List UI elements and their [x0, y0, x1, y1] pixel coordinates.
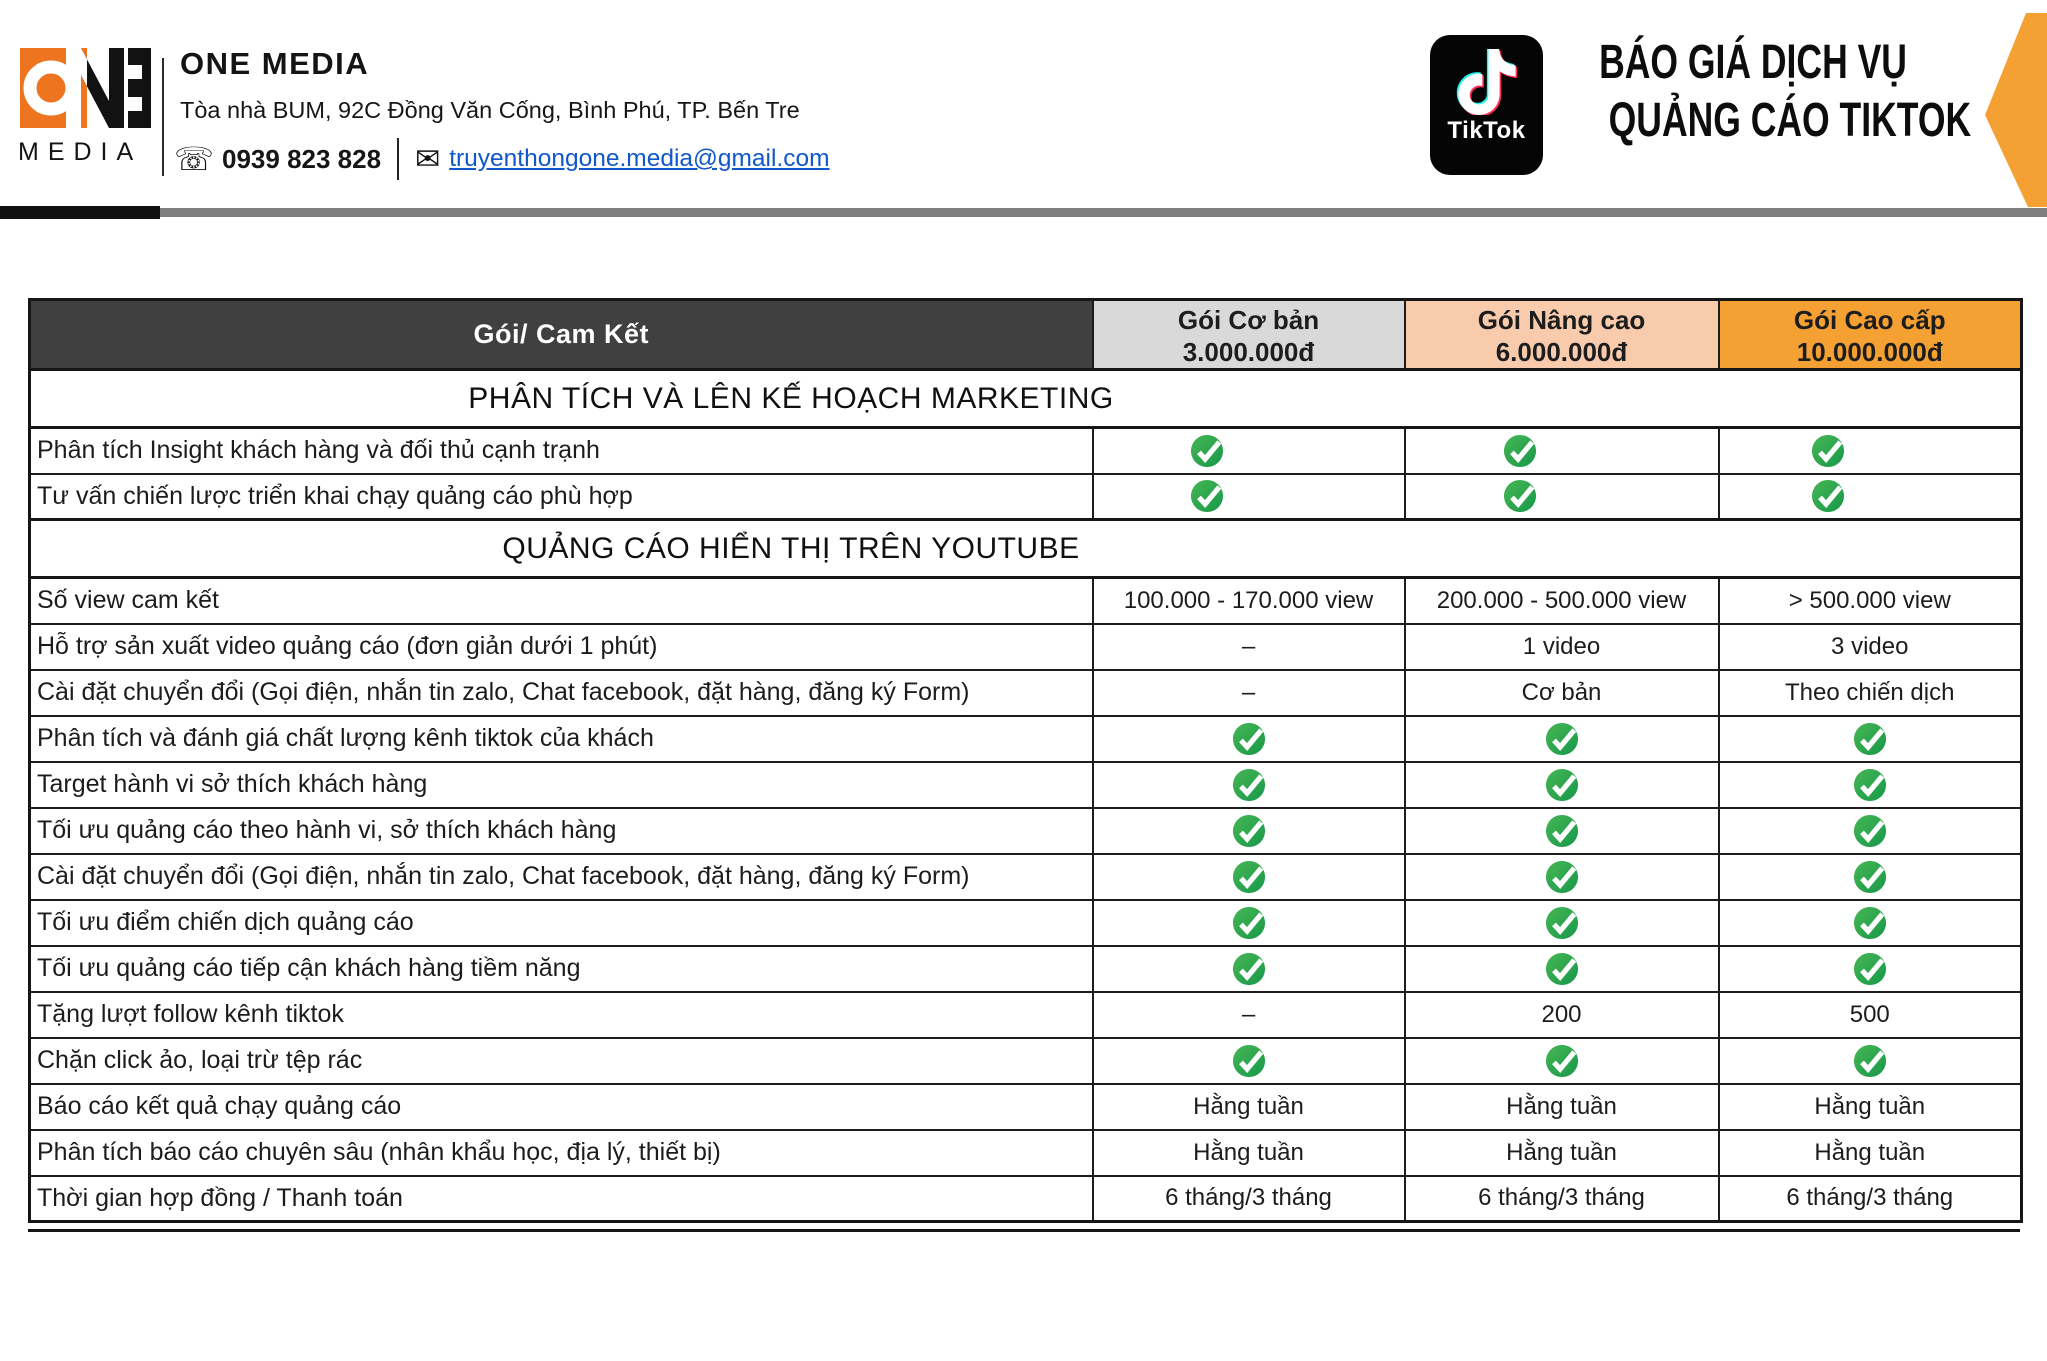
package-header-basic: [1093, 300, 1405, 370]
value-cell: Hằng tuần: [1719, 1130, 2022, 1176]
value-cell: [1719, 762, 2022, 808]
table-row: [30, 716, 2022, 762]
header-rule-gray: [160, 208, 2047, 217]
value-cell: [1405, 854, 1719, 900]
value-cell: [1405, 900, 1719, 946]
feature-label: Tối ưu quảng cáo tiếp cận khách hàng tiềm năng: [30, 946, 1093, 992]
table-bottom-rule: [28, 1229, 2020, 1232]
check-icon: [1232, 952, 1266, 986]
value-cell: Hằng tuần: [1405, 1084, 1719, 1130]
package-header-advanced: [1405, 300, 1719, 370]
title-line-2: QUẢNG CÁO TIKTOK: [1608, 94, 1972, 147]
value-cell: Cơ bản: [1405, 670, 1719, 716]
check-icon: [1232, 814, 1266, 848]
table-row: [30, 578, 2022, 624]
value-cell: [1093, 854, 1405, 900]
table-row: [30, 624, 2022, 670]
value-cell: [1093, 428, 1405, 474]
package-name: Gói Cao cấp: [1793, 304, 1946, 335]
package-price: 6.000.000đ: [1495, 336, 1628, 367]
phone-number: 0939 823 828: [222, 143, 382, 174]
envelope-icon: ✉: [415, 142, 441, 176]
value-cell: 500: [1719, 992, 2022, 1038]
check-icon: [1811, 479, 1845, 513]
check-icon: [1232, 1044, 1266, 1078]
email-link[interactable]: truyenthongone.media@gmail.com: [449, 145, 830, 172]
tiktok-wordmark: TikTok: [1447, 117, 1526, 144]
logo-media-word: MEDIA: [18, 138, 143, 166]
company-name: ONE MEDIA: [180, 46, 370, 81]
one-media-logo: [20, 44, 155, 136]
feature-label: Phân tích Insight khách hàng và đối thủ cạnh trạnh: [30, 428, 1093, 474]
section-row: [30, 370, 2022, 428]
value-cell: [1719, 854, 2022, 900]
table-row: [30, 808, 2022, 854]
check-icon: [1545, 952, 1579, 986]
value-cell: –: [1093, 670, 1405, 716]
check-icon: [1545, 906, 1579, 940]
value-cell: [1093, 762, 1405, 808]
check-icon: [1503, 479, 1537, 513]
value-cell: [1719, 474, 2022, 520]
package-name: Gói Cơ bản: [1177, 304, 1320, 335]
check-icon: [1545, 1044, 1579, 1078]
value-cell: 3 video: [1719, 624, 2022, 670]
value-cell: Hằng tuần: [1719, 1084, 2022, 1130]
package-header-premium: [1719, 300, 2022, 370]
feature-label: Cài đặt chuyển đổi (Gọi điện, nhắn tin zalo, Chat facebook, đặt hàng, đăng ký Form): [30, 670, 1093, 716]
check-icon: [1853, 814, 1887, 848]
check-icon: [1853, 1044, 1887, 1078]
value-cell: [1405, 946, 1719, 992]
feature-label: Thời gian hợp đồng / Thanh toán: [30, 1176, 1093, 1222]
value-cell: [1093, 808, 1405, 854]
table-row: [30, 900, 2022, 946]
table-row: [30, 1130, 2022, 1176]
table-row: [30, 428, 2022, 474]
feature-label: Hỗ trợ sản xuất video quảng cáo (đơn giản dưới 1 phút): [30, 624, 1093, 670]
feature-label: Số view cam kết: [30, 578, 1093, 624]
value-cell: [1719, 808, 2022, 854]
check-icon: [1190, 479, 1224, 513]
check-icon: [1545, 814, 1579, 848]
contact-row: [174, 136, 830, 182]
table-row: [30, 670, 2022, 716]
value-cell: [1093, 716, 1405, 762]
value-cell: 100.000 - 170.000 view: [1093, 578, 1405, 624]
check-icon: [1190, 434, 1224, 468]
title-line-1: BÁO GIÁ DỊCH VỤ: [1599, 36, 1907, 89]
value-cell: [1093, 474, 1405, 520]
value-cell: [1093, 946, 1405, 992]
value-cell: [1405, 474, 1719, 520]
feature-label: Tư vấn chiến lược triển khai chạy quảng cáo phù hợp: [30, 474, 1093, 520]
check-icon: [1853, 722, 1887, 756]
value-cell: Hằng tuần: [1093, 1084, 1405, 1130]
check-icon: [1811, 434, 1845, 468]
feature-label: Phân tích báo cáo chuyên sâu (nhân khẩu học, địa lý, thiết bị): [30, 1130, 1093, 1176]
check-icon: [1853, 768, 1887, 802]
table-row: [30, 1176, 2022, 1222]
feature-label: Tặng lượt follow kênh tiktok: [30, 992, 1093, 1038]
value-cell: [1405, 762, 1719, 808]
corner-header-cell: Gói/ Cam Kết: [30, 300, 1093, 370]
package-name: Gói Nâng cao: [1477, 304, 1646, 335]
value-cell: 6 tháng/3 tháng: [1719, 1176, 2022, 1222]
pricing-table-body: [30, 370, 2022, 1222]
table-row: [30, 992, 2022, 1038]
package-price: 10.000.000đ: [1796, 336, 1943, 367]
value-cell: 200: [1405, 992, 1719, 1038]
feature-label: Tối ưu điểm chiến dịch quảng cáo: [30, 900, 1093, 946]
header-rule-black: [0, 206, 160, 219]
tiktok-note-icon: [1454, 49, 1520, 115]
check-icon: [1545, 768, 1579, 802]
feature-label: Phân tích và đánh giá chất lượng kênh tiktok của khách: [30, 716, 1093, 762]
value-cell: –: [1093, 992, 1405, 1038]
check-icon: [1232, 860, 1266, 894]
tiktok-logo: [1430, 35, 1543, 175]
value-cell: Hằng tuần: [1405, 1130, 1719, 1176]
section-header: QUẢNG CÁO HIỂN THỊ TRÊN YOUTUBE: [30, 520, 2022, 578]
feature-label: Báo cáo kết quả chạy quảng cáo: [30, 1084, 1093, 1130]
check-icon: [1232, 906, 1266, 940]
value-cell: 6 tháng/3 tháng: [1093, 1176, 1405, 1222]
table-row: [30, 474, 2022, 520]
check-icon: [1853, 952, 1887, 986]
feature-label: Cài đặt chuyển đổi (Gọi điện, nhắn tin zalo, Chat facebook, đặt hàng, đăng ký Form): [30, 854, 1093, 900]
pricing-table: [28, 298, 2023, 1223]
logo-letter-e: [128, 48, 151, 128]
value-cell: [1093, 900, 1405, 946]
phone-icon: ☏: [174, 141, 215, 177]
value-cell: [1719, 716, 2022, 762]
value-cell: [1719, 900, 2022, 946]
value-cell: [1405, 1038, 1719, 1084]
value-cell: Hằng tuần: [1093, 1130, 1405, 1176]
table-row: [30, 946, 2022, 992]
table-header-row: [30, 300, 2022, 370]
value-cell: [1719, 946, 2022, 992]
section-row: [30, 520, 2022, 578]
value-cell: [1405, 808, 1719, 854]
value-cell: [1719, 1038, 2022, 1084]
check-icon: [1853, 906, 1887, 940]
value-cell: [1405, 428, 1719, 474]
value-cell: 6 tháng/3 tháng: [1405, 1176, 1719, 1222]
pricing-table-wrap: [28, 298, 2020, 1232]
value-cell: Theo chiến dịch: [1719, 670, 2022, 716]
check-icon: [1503, 434, 1537, 468]
orange-hexagon-decoration: [1977, 0, 2047, 220]
table-row: [30, 854, 2022, 900]
feature-label: Tối ưu quảng cáo theo hành vi, sở thích khách hàng: [30, 808, 1093, 854]
check-icon: [1545, 860, 1579, 894]
contact-separator: [397, 138, 399, 180]
feature-label: Target hành vi sở thích khách hàng: [30, 762, 1093, 808]
header-divider: [162, 58, 164, 176]
table-row: [30, 1084, 2022, 1130]
feature-label: Chặn click ảo, loại trừ tệp rác: [30, 1038, 1093, 1084]
company-address: Tòa nhà BUM, 92C Đồng Văn Cống, Bình Phú, TP. Bến Tre: [180, 97, 800, 123]
check-icon: [1853, 860, 1887, 894]
table-row: [30, 1038, 2022, 1084]
value-cell: > 500.000 view: [1719, 578, 2022, 624]
section-header: PHÂN TÍCH VÀ LÊN KẾ HOẠCH MARKETING: [30, 370, 2022, 428]
page-title: [1545, 34, 1972, 150]
check-icon: [1232, 768, 1266, 802]
check-icon: [1545, 722, 1579, 756]
table-row: [30, 762, 2022, 808]
value-cell: [1719, 428, 2022, 474]
value-cell: [1405, 716, 1719, 762]
check-icon: [1232, 722, 1266, 756]
value-cell: 1 video: [1405, 624, 1719, 670]
value-cell: [1093, 1038, 1405, 1084]
value-cell: –: [1093, 624, 1405, 670]
value-cell: 200.000 - 500.000 view: [1405, 578, 1719, 624]
package-price: 3.000.000đ: [1182, 336, 1315, 367]
